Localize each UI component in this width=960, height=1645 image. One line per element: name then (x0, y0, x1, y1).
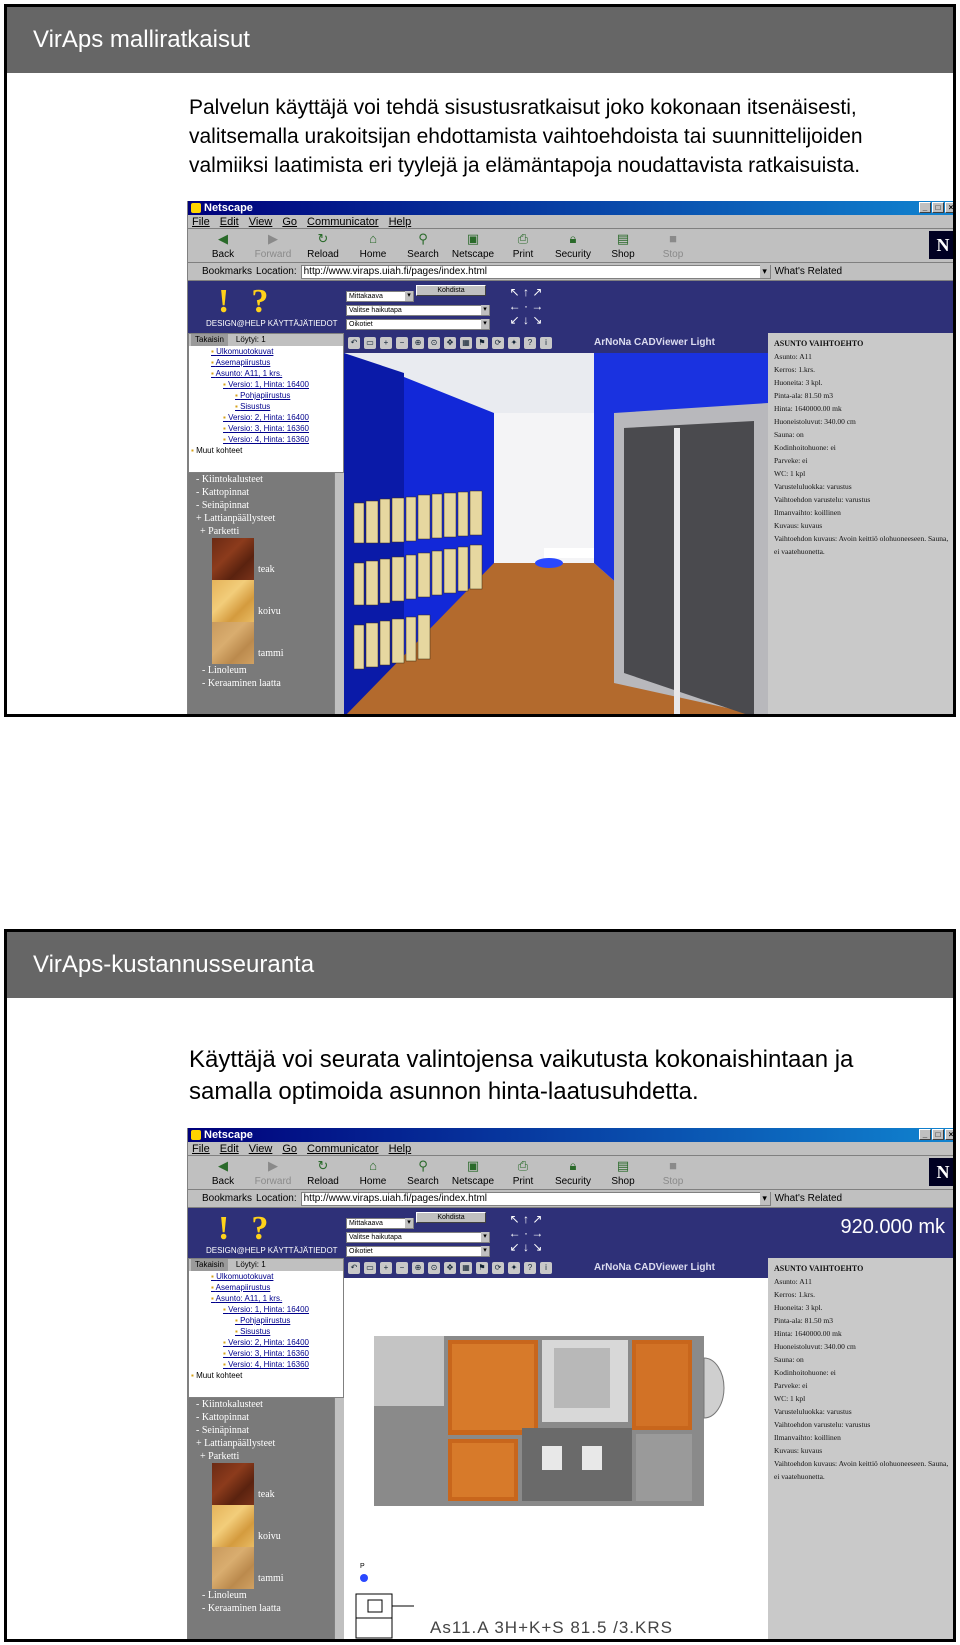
walk-icon[interactable]: ⚑ (476, 1262, 488, 1274)
location-label: Location: (256, 1193, 297, 1204)
tree-item[interactable]: ▪ Asunto: A11, 1 krs. (189, 368, 343, 379)
pan-icon[interactable]: ✥ (444, 1262, 456, 1274)
exclamation-question-icon: !? (218, 283, 291, 320)
navigation-toolbar (188, 229, 956, 263)
material-item[interactable]: + Lattianpäällysteet (196, 1438, 276, 1449)
tree-item[interactable]: ▪ Ulkomuotokuvat (189, 346, 343, 357)
zoom-window-icon[interactable]: ⊕ (412, 1262, 424, 1274)
material-item[interactable]: - Linoleum (202, 665, 247, 676)
info-line: Pinta-ala: 81.50 m3 (774, 1316, 833, 1325)
navigation-arrows-icon[interactable]: ↖ ↑ ↗ ← · → ↙ ↓ ↘ (508, 285, 544, 327)
tree-item[interactable]: ▪ Versio: 2, Hinta: 16400 (189, 1337, 343, 1348)
logo-caption: DESIGN@HELP KÄYTTÄJÄTIEDOT (206, 1246, 338, 1255)
shop-icon: ▤ (616, 231, 630, 246)
swatch-teak[interactable] (212, 538, 344, 580)
button-label: Security (554, 1176, 592, 1187)
menu-file[interactable]: File (192, 216, 210, 228)
info-line: Kerros: 1.krs. (774, 1290, 816, 1299)
tree-item[interactable]: ▪ Versio: 1, Hinta: 16400 (189, 1304, 343, 1315)
material-item[interactable]: + Parketti (200, 526, 240, 537)
bookmarks-button[interactable]: Bookmarks (202, 1193, 253, 1204)
focus-button[interactable]: Kohdista (416, 285, 486, 296)
info-line: Sauna: on (774, 1355, 804, 1364)
menu-communicator[interactable]: Communicator (307, 1143, 379, 1155)
open-folder-icon[interactable]: ▭ (364, 1262, 376, 1274)
reload-icon: ↻ (317, 231, 329, 246)
apartment-info-panel (768, 1258, 956, 1642)
button-label: Back (211, 1176, 235, 1187)
tree-item[interactable]: ▪ Sisustus (189, 401, 343, 412)
swatch-label: teak (258, 564, 275, 575)
search-icon: ⚲ (418, 1158, 428, 1173)
info-line: Kuvaus: kuvaus (774, 1446, 823, 1455)
floor-plan-render (344, 1278, 768, 1642)
slide-kustannusseuranta (4, 929, 956, 1642)
info-line: Vaihtoehdon varustelu: varustus (774, 1420, 871, 1429)
floor-plan-view[interactable] (344, 1278, 768, 1642)
tree-item[interactable]: ▪ Ulkomuotokuvat (189, 1271, 343, 1282)
navigation-arrows-icon[interactable]: ↖ ↑ ↗ ← · → ↙ ↓ ↘ (508, 1212, 544, 1254)
button-label: Security (554, 249, 592, 260)
netscape-icon: ▣ (466, 231, 480, 246)
bookmarks-button[interactable]: Bookmarks (202, 266, 253, 277)
help-icon[interactable]: ? (524, 1262, 536, 1274)
maximize-icon[interactable]: □ (932, 202, 944, 213)
slide-title: VirAps-kustannusseuranta (7, 932, 953, 998)
material-item[interactable]: - Seinäpinnat (196, 500, 250, 511)
view-controls (346, 1212, 490, 1260)
info-line: Kerros: 1.krs. (774, 365, 816, 374)
button-label: Shop (611, 249, 635, 260)
interior-render (344, 353, 768, 717)
info-line: Vaihtoehdon kuvaus: Avoin keittiö olohuoneeseen. Sauna, ei vaatehuonetta. (774, 1459, 949, 1481)
button-label: Reload (307, 249, 339, 260)
maximize-icon[interactable]: □ (932, 1129, 944, 1140)
minimize-icon[interactable]: _ (919, 202, 931, 213)
swatch-tammi[interactable] (212, 1547, 344, 1589)
tammi-swatch (212, 1547, 254, 1589)
tree-item[interactable]: ▪ Versio: 3, Hinta: 16360 (189, 1348, 343, 1359)
reload-button[interactable] (300, 229, 346, 262)
tree-item[interactable]: ▪ Sisustus (189, 1326, 343, 1337)
info-line: Kuvaus: kuvaus (774, 521, 823, 530)
info-title: ASUNTO VAIHTOEHTO (774, 1264, 864, 1273)
view-controls (346, 285, 490, 333)
tree-back-button[interactable]: Takaisin (191, 334, 228, 346)
info-line: Ilmanvaihto: koillinen (774, 508, 841, 517)
info-line: Asunto: A11 (774, 1277, 812, 1286)
material-item[interactable]: + Parketti (200, 1451, 240, 1462)
button-label: Forward (254, 249, 292, 260)
focus-button[interactable]: Kohdista (416, 1212, 486, 1223)
button-label: Netscape (451, 249, 495, 260)
north-indicator: P (360, 1563, 365, 1570)
material-item[interactable]: - Kattopinnat (196, 1412, 250, 1423)
material-item[interactable]: - Linoleum (202, 1590, 247, 1601)
zoom-out-icon[interactable]: − (396, 1262, 408, 1274)
info-icon[interactable]: i (540, 337, 552, 349)
search-button[interactable] (400, 1156, 446, 1189)
menu-edit[interactable]: Edit (219, 1143, 239, 1155)
cad-viewer (344, 1258, 956, 1642)
info-line: Pinta-ala: 81.50 m3 (774, 391, 833, 400)
app-content (188, 1258, 956, 1642)
menu-view[interactable]: View (248, 1143, 273, 1155)
scale-select[interactable]: Mittakaava ▾ (346, 291, 414, 302)
url-input[interactable]: http://www.viraps.uiah.fi/pages/index.html ▾ (301, 265, 771, 279)
button-label: Print (512, 249, 534, 260)
shop-button[interactable] (600, 1156, 646, 1189)
materials-list (188, 473, 344, 717)
info-line: Varusteluluokka: varustus (774, 1407, 852, 1416)
koivu-swatch (212, 1505, 254, 1547)
info-line: Parveke: ei (774, 456, 808, 465)
info-icon[interactable]: i (540, 1262, 552, 1274)
shop-button[interactable] (600, 229, 646, 262)
material-item[interactable]: - Kiintokalusteet (196, 1399, 263, 1410)
reload-button[interactable] (300, 1156, 346, 1189)
tree-item[interactable]: ▪ Versio: 2, Hinta: 16400 (189, 412, 343, 423)
button-label: Home (359, 1176, 387, 1187)
stop-button[interactable] (650, 229, 696, 262)
tree-item[interactable]: ▪ Versio: 4, Hinta: 16360 (189, 434, 343, 445)
menu-go[interactable]: Go (282, 1143, 298, 1155)
minimize-icon[interactable]: _ (919, 1129, 931, 1140)
apartment-info-panel (768, 333, 956, 717)
tree-item-other[interactable]: ▪ Muut kohteet (189, 1370, 343, 1381)
security-button[interactable] (550, 229, 596, 262)
home-button[interactable] (350, 229, 396, 262)
menu-view[interactable]: View (248, 216, 273, 228)
swatch-label: koivu (258, 1531, 281, 1542)
reload-icon: ↻ (317, 1158, 329, 1173)
print-button[interactable] (500, 229, 546, 262)
button-label: Back (211, 249, 235, 260)
menu-communicator[interactable]: Communicator (307, 216, 379, 228)
scale-select[interactable]: Mittakaava ▾ (346, 1218, 414, 1229)
window-title: Netscape (204, 202, 253, 214)
close-icon[interactable]: × (945, 202, 956, 213)
material-item[interactable]: - Seinäpinnat (196, 1425, 250, 1436)
info-line: Vaihtoehdon kuvaus: Avoin keittiö olohuoneeseen. Sauna, ei vaatehuonetta. (774, 534, 949, 556)
material-item[interactable]: - Kattopinnat (196, 487, 250, 498)
version-tree (188, 333, 344, 473)
text-line: valmiiksi laatimista eri tyylejä ja elämäntapoja noudattavista ratkaisuista. (189, 154, 861, 177)
home-icon: ⌂ (369, 1158, 377, 1173)
info-line: Parveke: ei (774, 1381, 808, 1390)
text-line: Käyttäjä voi seurata valintojensa vaikutusta kokonaishintaan ja (189, 1046, 854, 1073)
browser-screenshot (187, 201, 956, 717)
plan-label: As11.A 3H+K+S 81.5 /3.KRS (430, 1618, 673, 1637)
netscape-logo-icon (191, 203, 201, 213)
stop-icon: ■ (669, 231, 677, 246)
tammi-swatch (212, 622, 254, 664)
teak-swatch (212, 538, 254, 580)
swatch-label: koivu (258, 606, 281, 617)
swatch-label: teak (258, 1489, 275, 1500)
whats-related-button[interactable]: What's Related (774, 266, 843, 277)
design-help-logo[interactable] (206, 1210, 338, 1258)
search-button[interactable] (400, 229, 446, 262)
forward-arrow-icon: ▶ (268, 1158, 278, 1173)
menu-file[interactable]: File (192, 1143, 210, 1155)
material-item[interactable]: - Kiintokalusteet (196, 474, 263, 485)
shop-icon: ▤ (616, 1158, 630, 1173)
slide-malliratkaisut (4, 4, 956, 717)
light-icon[interactable]: ✦ (508, 337, 520, 349)
button-label: Forward (254, 1176, 292, 1187)
left-panel (188, 1258, 344, 1642)
tree-item[interactable]: ▪ Asunto: A11, 1 krs. (189, 1293, 343, 1304)
browser-titlebar (188, 201, 956, 215)
button-label: Home (359, 249, 387, 260)
zoom-window-icon[interactable]: ⊕ (412, 337, 424, 349)
tree-back-button[interactable]: Takaisin (191, 1259, 228, 1271)
text-line: samalla optimoida asunnon hinta-laatusuhdetta. (189, 1078, 699, 1105)
swatch-tammi[interactable] (212, 622, 344, 664)
info-line: Kodinhoitohuone: ei (774, 443, 836, 452)
menu-go[interactable]: Go (282, 216, 298, 228)
info-line: Sauna: on (774, 430, 804, 439)
tree-item[interactable]: ▪ Versio: 3, Hinta: 16360 (189, 423, 343, 434)
design-help-logo[interactable] (206, 283, 338, 331)
viewer-title: ArNoNa CADViewer Light (594, 1262, 715, 1273)
info-line: Huoneistoluvut: 340.00 cm (774, 417, 856, 426)
materials-list (188, 1398, 344, 1642)
button-label: Stop (662, 1176, 684, 1187)
swatch-koivu[interactable] (212, 1505, 344, 1547)
back-icon[interactable]: ↶ (348, 1262, 360, 1274)
logo-caption: DESIGN@HELP KÄYTTÄJÄTIEDOT (206, 319, 338, 328)
info-line: Hinta: 1640000.00 mk (774, 1329, 842, 1338)
rotate-icon[interactable]: ⟳ (492, 337, 504, 349)
netscape-logo-icon (191, 1130, 201, 1140)
zoom-out-icon[interactable]: − (396, 337, 408, 349)
menu-help[interactable]: Help (388, 1143, 412, 1155)
forward-button[interactable] (250, 229, 296, 262)
viewer-title: ArNoNa CADViewer Light (594, 337, 715, 348)
help-icon[interactable]: ? (524, 337, 536, 349)
home-icon: ⌂ (369, 231, 377, 246)
app-header (188, 281, 956, 333)
left-panel (188, 333, 344, 717)
walk-mode-select[interactable]: Valitse haikutapa ▾ (346, 305, 490, 316)
open-folder-icon[interactable]: ▭ (364, 337, 376, 349)
tree-found-count: Löytyi: 1 (235, 335, 266, 344)
back-arrow-icon: ◀ (218, 1158, 228, 1173)
info-line: WC: 1 kpl (774, 1394, 806, 1403)
forward-button[interactable] (250, 1156, 296, 1189)
whats-related-button[interactable]: What's Related (774, 1193, 843, 1204)
print-icon: ⎙ (517, 231, 529, 246)
print-icon: ⎙ (517, 1158, 529, 1173)
exclamation-question-icon: !? (218, 1210, 291, 1247)
text-line: Palvelun käyttäjä voi tehdä sisustusratkaisut joko kokonaan itsenäisesti, (189, 96, 857, 119)
tree-item[interactable]: ▪ Pohjapiirustus (189, 1315, 343, 1326)
netscape-button[interactable] (450, 1156, 496, 1189)
browser-screenshot (187, 1128, 956, 1642)
swatch-koivu[interactable] (212, 580, 344, 622)
swatch-label: tammi (258, 648, 284, 659)
cad-viewer (344, 333, 956, 717)
print-button[interactable] (500, 1156, 546, 1189)
slide-body-text (189, 1044, 949, 1108)
button-label: Reload (307, 1176, 339, 1187)
swatch-label: tammi (258, 1573, 284, 1584)
back-arrow-icon: ◀ (218, 231, 228, 246)
lock-icon: 🔒︎ (569, 1158, 577, 1173)
material-item[interactable]: - Keraaminen laatta (202, 1603, 281, 1614)
button-label: Print (512, 1176, 534, 1187)
url-input[interactable]: http://www.viraps.uiah.fi/pages/index.html ▾ (301, 1192, 771, 1206)
netscape-throbber-icon: N (929, 1158, 956, 1186)
menu-help[interactable]: Help (388, 216, 412, 228)
app-content (188, 333, 956, 717)
close-icon[interactable]: × (945, 1129, 956, 1140)
forward-arrow-icon: ▶ (268, 231, 278, 246)
tree-item[interactable]: ▪ Versio: 1, Hinta: 16400 (189, 379, 343, 390)
browser-titlebar (188, 1128, 956, 1142)
menu-bar (188, 215, 956, 229)
info-line: Hinta: 1640000.00 mk (774, 404, 842, 413)
walk-icon[interactable]: ⚑ (476, 337, 488, 349)
tree-item[interactable]: ▪ Pohjapiirustus (189, 390, 343, 401)
tree-item[interactable]: ▪ Asemapiirustus (189, 357, 343, 368)
app-header (188, 1208, 956, 1260)
light-icon[interactable]: ✦ (508, 1262, 520, 1274)
button-label: Stop (662, 249, 684, 260)
slide-title: VirAps malliratkaisut (7, 7, 953, 73)
tree-found-count: Löytyi: 1 (235, 1260, 266, 1269)
info-line: Huoneistoluvut: 340.00 cm (774, 1342, 856, 1351)
location-bar (188, 1190, 956, 1208)
pan-icon[interactable]: ✥ (444, 337, 456, 349)
stop-icon: ■ (669, 1158, 677, 1173)
button-label: Shop (611, 1176, 635, 1187)
info-line: Huoneita: 3 kpl. (774, 1303, 823, 1312)
material-item[interactable]: + Lattianpäällysteet (196, 513, 276, 524)
layers-icon[interactable]: ▦ (460, 1262, 472, 1274)
text-line: valitsemalla urakoitsijan ehdottamista vaihtoehdoista tai suunnittelijoiden (189, 125, 863, 148)
back-button[interactable] (200, 1156, 246, 1189)
info-line: Huoneita: 3 kpl. (774, 378, 823, 387)
button-label: Search (407, 249, 439, 260)
button-label: Search (407, 1176, 439, 1187)
info-line: Vaihtoehdon varustelu: varustus (774, 495, 871, 504)
search-icon: ⚲ (418, 231, 428, 246)
menu-bar (188, 1142, 956, 1156)
tree-item[interactable]: ▪ Versio: 4, Hinta: 16360 (189, 1359, 343, 1370)
interior-3d-view[interactable] (344, 353, 768, 717)
info-line: Kodinhoitohuone: ei (774, 1368, 836, 1377)
home-button[interactable] (350, 1156, 396, 1189)
swatch-teak[interactable] (212, 1463, 344, 1505)
location-label: Location: (256, 266, 297, 277)
shortcuts-select[interactable]: Oikotiet ▾ (346, 319, 490, 330)
netscape-button[interactable] (450, 229, 496, 262)
netscape-icon: ▣ (466, 1158, 480, 1173)
info-line: Varusteluluokka: varustus (774, 482, 852, 491)
rotate-icon[interactable]: ⟳ (492, 1262, 504, 1274)
stop-button[interactable] (650, 1156, 696, 1189)
back-button[interactable] (200, 229, 246, 262)
info-line: Asunto: A11 (774, 352, 812, 361)
materials-scrollbar[interactable] (334, 473, 344, 717)
slide-body-text (189, 93, 949, 180)
button-label: Netscape (451, 1176, 495, 1187)
koivu-swatch (212, 580, 254, 622)
menu-edit[interactable]: Edit (219, 216, 239, 228)
materials-scrollbar[interactable] (334, 1398, 344, 1642)
teak-swatch (212, 1463, 254, 1505)
tree-item[interactable]: ▪ Asemapiirustus (189, 1282, 343, 1293)
info-title: ASUNTO VAIHTOEHTO (774, 339, 864, 348)
layers-icon[interactable]: ▦ (460, 337, 472, 349)
zoom-fit-icon[interactable]: ⊙ (428, 337, 440, 349)
walk-mode-select[interactable]: Valitse haikutapa ▾ (346, 1232, 490, 1243)
material-item[interactable]: - Keraaminen laatta (202, 678, 281, 689)
info-line: Ilmanvaihto: koillinen (774, 1433, 841, 1442)
lock-icon: 🔒︎ (569, 231, 577, 246)
security-button[interactable] (550, 1156, 596, 1189)
netscape-throbber-icon: N (929, 231, 956, 259)
zoom-fit-icon[interactable]: ⊙ (428, 1262, 440, 1274)
zoom-in-icon[interactable]: + (380, 1262, 392, 1274)
version-tree (188, 1258, 344, 1398)
info-line: WC: 1 kpl (774, 469, 806, 478)
tree-item-other[interactable]: ▪ Muut kohteet (189, 445, 343, 456)
window-title: Netscape (204, 1129, 253, 1141)
location-bar (188, 263, 956, 281)
back-icon[interactable]: ↶ (348, 337, 360, 349)
shortcuts-select[interactable]: Oikotiet ▾ (346, 1246, 490, 1257)
total-price: 920.000 mk (840, 1216, 945, 1238)
navigation-toolbar (188, 1156, 956, 1190)
zoom-in-icon[interactable]: + (380, 337, 392, 349)
